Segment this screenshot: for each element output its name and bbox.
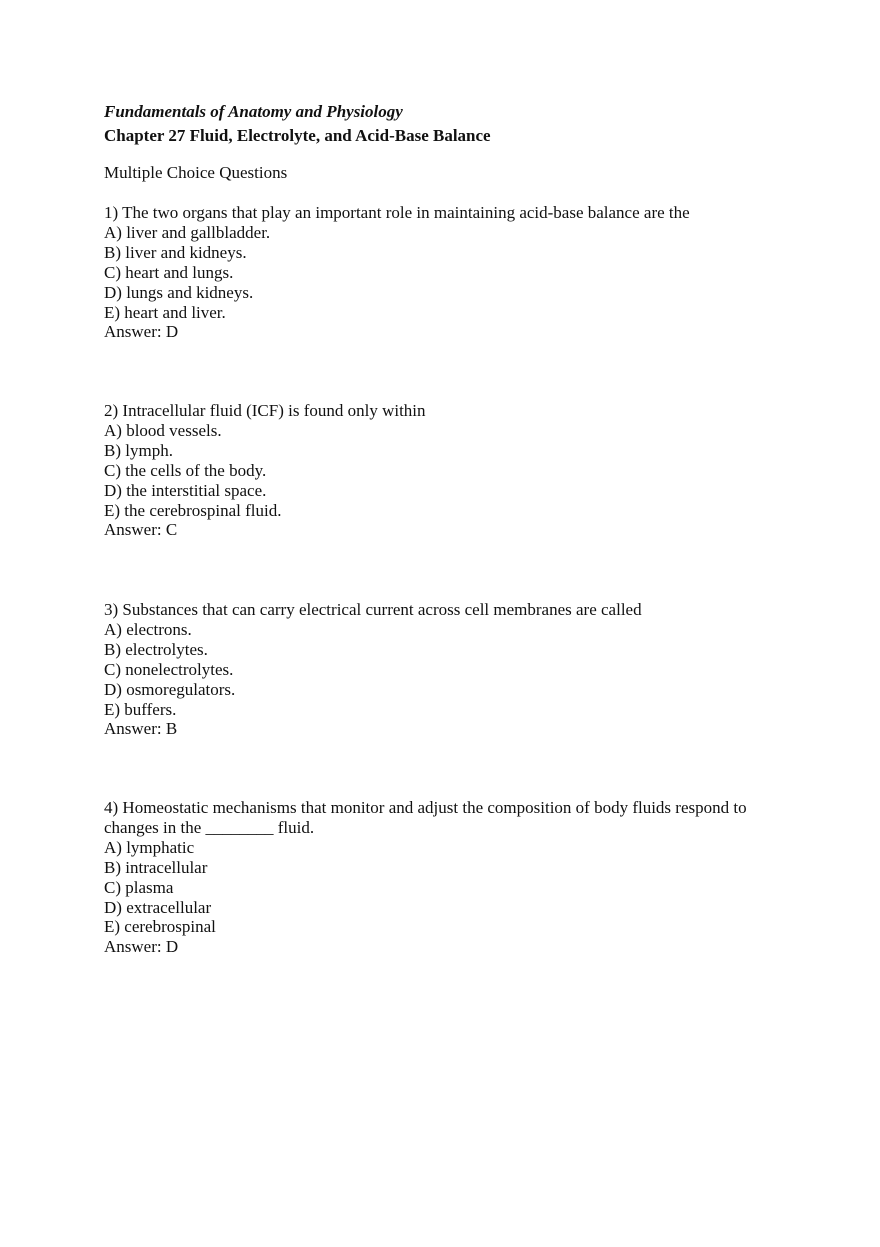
answer-option: D) extracellular [104,897,212,917]
answer-option: B) intracellular [104,857,208,877]
question-stem: 2) Intracellular fluid (ICF) is found only within [104,401,426,420]
answer-option: D) osmoregulators. [104,679,236,699]
answer-option: B) electrolytes. [104,639,208,659]
question-stem: 4) Homeostatic mechanisms that monitor and adjust the composition of body fluids respond to [104,798,747,817]
answer-option: A) blood vessels. [104,420,222,440]
answer-option: E) cerebrospinal [104,917,216,937]
answer-option: E) the cerebrospinal fluid. [104,500,282,520]
answer-option: B) lymph. [104,440,173,460]
answer-key: Answer: D [104,937,179,957]
answer-key: Answer: C [104,520,178,540]
answer-option: A) electrons. [104,619,192,639]
answer-option: C) the cells of the body. [104,460,267,480]
answer-key: Answer: B [104,719,178,739]
answer-option: C) heart and lungs. [104,262,234,282]
chapter-heading: Chapter 27 Fluid, Electrolyte, and Acid-Base Balance [104,126,491,145]
answer-option: D) lungs and kidneys. [104,282,254,302]
answer-option: A) lymphatic [104,837,195,857]
answer-option: A) liver and gallbladder. [104,222,271,242]
answer-option: D) the interstitial space. [104,480,267,500]
answer-option: E) heart and liver. [104,302,226,322]
answer-option: C) plasma [104,877,174,897]
answer-key: Answer: D [104,322,179,342]
question-block [104,798,747,957]
book-title: Fundamentals of Anatomy and Physiology [104,102,403,121]
question-block [104,401,426,540]
question-stem: 1) The two organs that play an important role in maintaining acid-base balance are the [104,203,690,222]
question-block [104,203,690,342]
question-stem: changes in the ________ fluid. [104,817,315,837]
answer-option: B) liver and kidneys. [104,242,247,262]
section-heading: Multiple Choice Questions [104,163,288,182]
question-stem: 3) Substances that can carry electrical current across cell membranes are called [104,600,642,619]
answer-option: C) nonelectrolytes. [104,659,234,679]
answer-option: E) buffers. [104,699,177,719]
question-block [104,600,642,739]
